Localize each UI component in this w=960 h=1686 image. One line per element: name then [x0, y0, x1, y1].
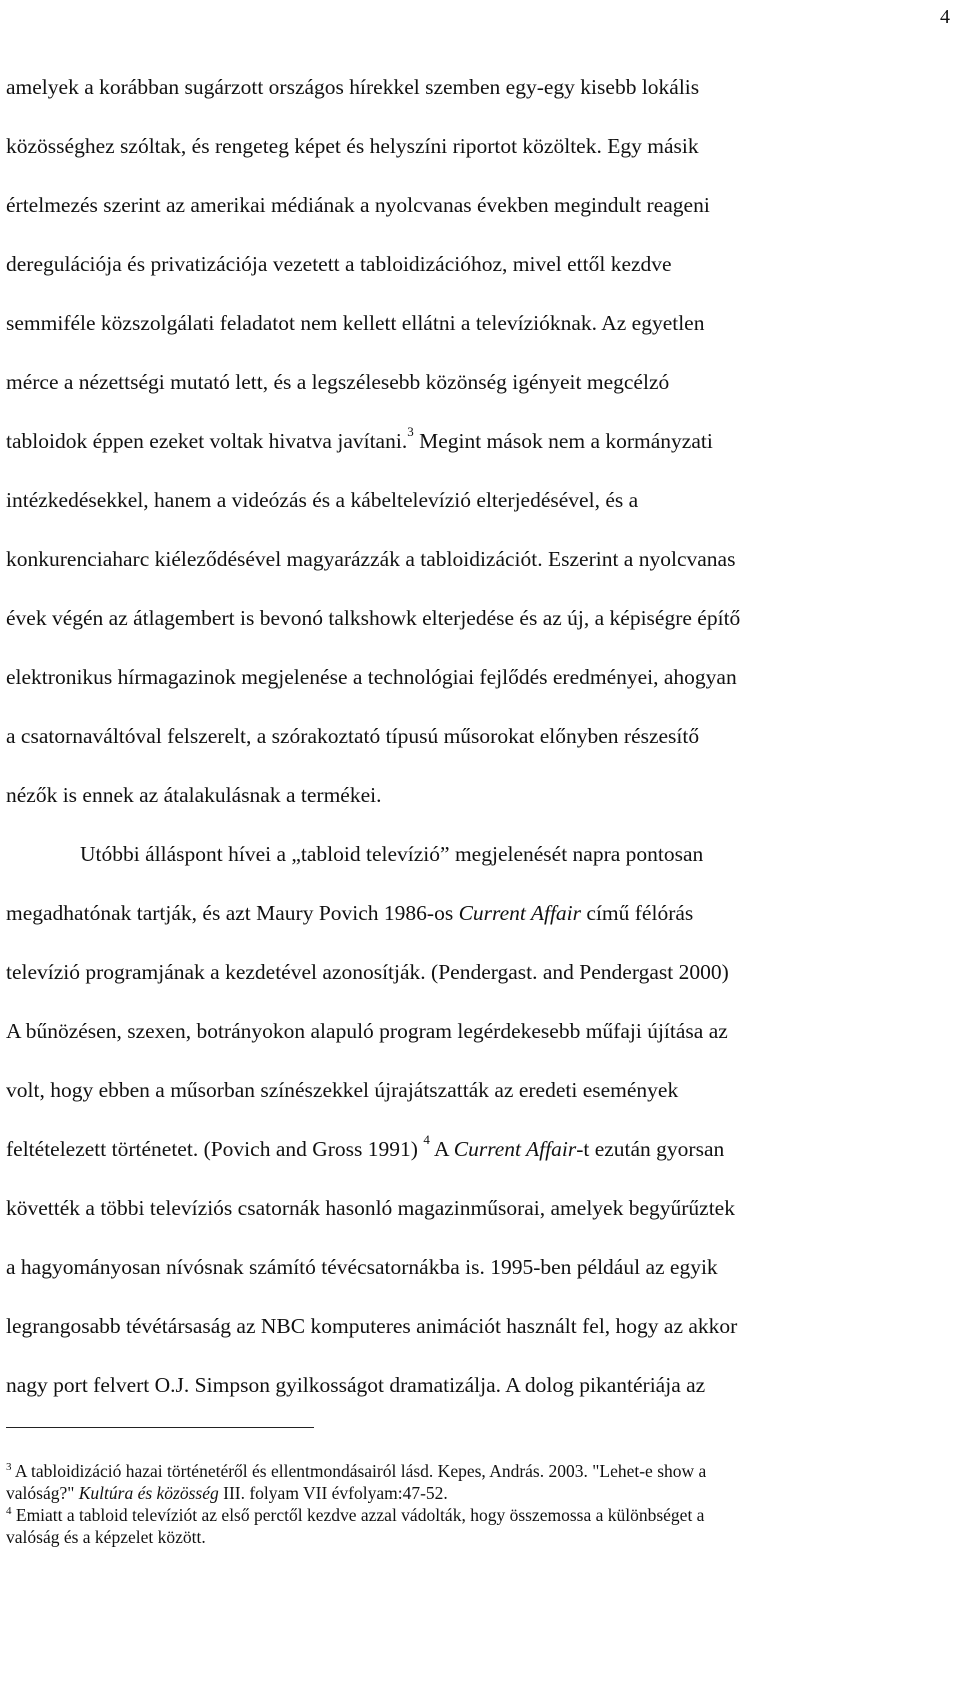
- footnote-ref-4: 4: [423, 1131, 430, 1147]
- show-title: Current Affair: [458, 901, 582, 925]
- text-line: megadhatónak tartják, és azt Maury Povich 1986-os Current Affair című félórás: [6, 901, 694, 925]
- body-text: [6, 58, 946, 1415]
- footnote-ref-3: 3: [407, 423, 414, 439]
- text-line: intézkedésekkel, hanem a videózás és a kábeltelevízió elterjedésével, és a: [6, 488, 639, 512]
- footnote-number: 3: [6, 1461, 12, 1474]
- text-line: amelyek a korábban sugárzott országos hírekkel szemben egy-egy kisebb lokális: [6, 75, 700, 99]
- text-line: konkurenciaharc kiéleződésével magyarázzák a tabloidizációt. Eszerint a nyolcvanas: [6, 547, 736, 571]
- text-line: követték a többi televíziós csatornák hasonló magazinműsorai, amelyek begyűrűztek: [6, 1196, 735, 1220]
- footnotes: [6, 1460, 946, 1548]
- text-line: mérce a nézettségi mutató lett, és a legszélesebb közönség igényeit megcélzó: [6, 370, 670, 394]
- text-line: legrangosabb tévétársaság az NBC komputeres animációt használt fel, hogy az akkor: [6, 1314, 738, 1338]
- text-line: a hagyományosan nívósnak számító tévécsatornákba is. 1995-ben például az egyik: [6, 1255, 718, 1279]
- text-line: nagy port felvert O.J. Simpson gyilkosságot dramatizálja. A dolog pikantériája az: [6, 1373, 706, 1397]
- text-line: évek végén az átlagembert is bevonó talkshowk elterjedése és az új, a képiségre építő: [6, 606, 741, 630]
- footnote-3: $^3$ A tabloidizáció hazai történetéről és ellentmondásairól lásd. Kepes, András. 2003. "Lehet-e show a: [6, 1461, 707, 1481]
- paragraph-start-line: Utóbbi álláspont hívei a „tabloid televízió” megjelenését napra pontosan: [80, 842, 704, 866]
- journal-title: Kultúra és közösség: [78, 1483, 219, 1503]
- footnote-4-cont: valóság és a képzelet között.: [6, 1527, 206, 1547]
- text-line: közösséghez szóltak, és rengeteg képet és helyszíni riportot közöltek. Egy másik: [6, 134, 699, 158]
- text-line: deregulációja és privatizációja vezetett a tabloidizációhoz, mivel ettől kezdve: [6, 252, 672, 276]
- text-line: a csatornaváltóval felszerelt, a szórakoztató típusú műsorokat előnyben részesítő: [6, 724, 700, 748]
- page-number: 4: [940, 6, 950, 28]
- text-line: semmiféle közszolgálati feladatot nem kellett ellátni a televízióknak. Az egyetlen: [6, 311, 705, 335]
- footnote-separator: [6, 1427, 314, 1428]
- text-line: televízió programjának a kezdetével azonosítják. (Pendergast. and Pendergast 2000): [6, 960, 729, 984]
- footnote-4: $^4$ Emiatt a tabloid televíziót az első perctől kezdve azzal vádolták, hogy összemossa a különbséget a: [6, 1505, 705, 1525]
- text-line: feltételezett történetet. (Povich and Gross 1991) $^4$ A Current Affair-t ezután gyorsan: [6, 1131, 725, 1161]
- show-title: Current Affair: [453, 1137, 577, 1161]
- text-line: elektronikus hírmagazinok megjelenése a technológiai fejlődés eredményei, ahogyan: [6, 665, 737, 689]
- footnote-3-cont: valóság?" Kultúra és közösség III. folyam VII évfolyam:47-52.: [6, 1483, 448, 1503]
- text-line: értelmezés szerint az amerikai médiának a nyolcvanas években megindult reageni: [6, 193, 710, 217]
- text-line: nézők is ennek az átalakulásnak a termékei.: [6, 783, 382, 807]
- text-line: volt, hogy ebben a műsorban színészekkel újrajátszatták az eredeti események: [6, 1078, 679, 1102]
- text-line: tabloidok éppen ezeket voltak hivatva javítani.$^3$ Megint mások nem a kormányzati: [6, 423, 713, 453]
- text-line: A bűnözésen, szexen, botrányokon alapuló program legérdekesebb műfaji újítása az: [6, 1019, 728, 1043]
- footnote-number: 4: [6, 1505, 12, 1518]
